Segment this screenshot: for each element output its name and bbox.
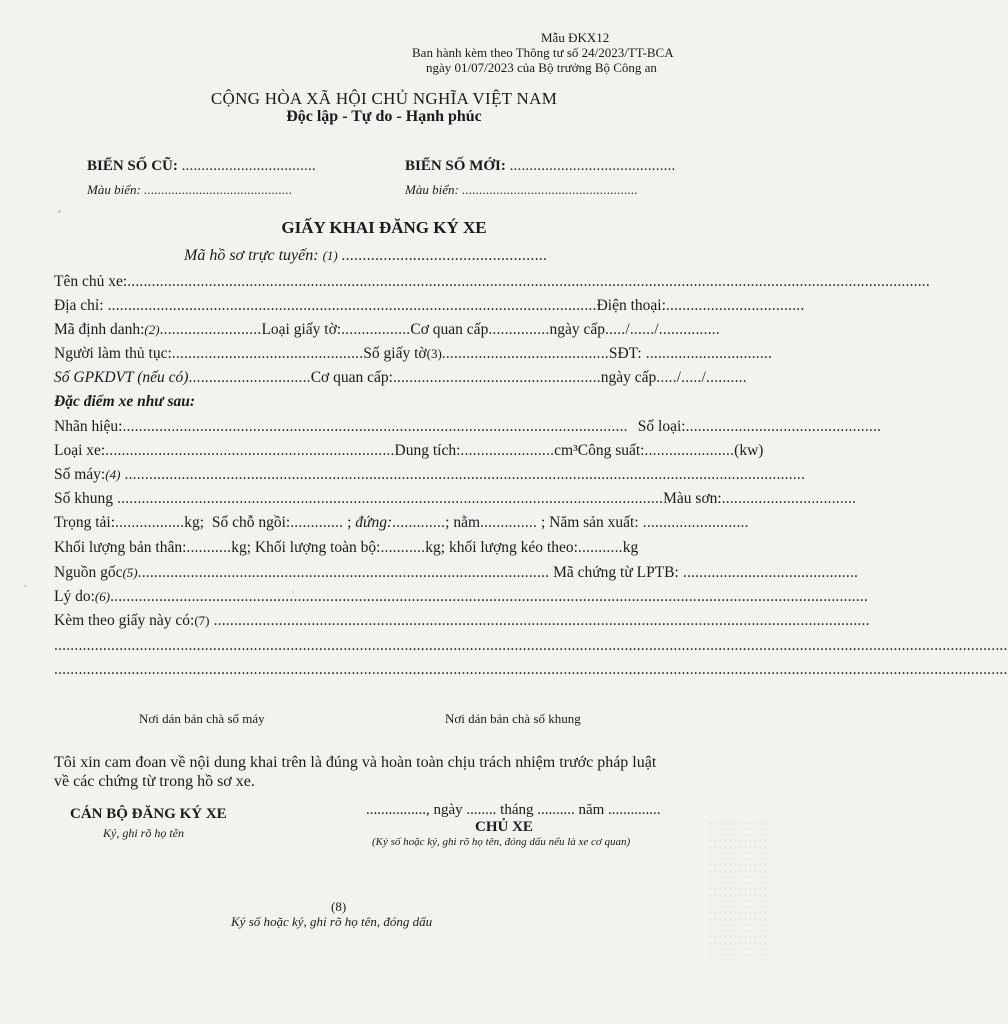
footer-note: Ký số hoặc ký, ghi rõ họ tên, đóng dấu xyxy=(231,914,433,929)
address-label: Địa chỉ: xyxy=(54,297,104,314)
power-label: Công suất: xyxy=(577,442,645,459)
form-code: Mẫu ĐKX12 xyxy=(541,30,610,45)
load-row: Trọng tải:.................kg; Số chỗ ngồi:............. ; đứng:.............; nằm.............. ; Năm sản xuất: .......................... xyxy=(54,514,749,531)
model-label: Số loại: xyxy=(637,418,686,435)
new-plate-row: BIỂN SỐ MỚI: .......................................... xyxy=(405,158,676,174)
id-row: Mã định danh:(2).........................Loại giấy tờ:.................Cơ quan cấp...............ngày cấp...../....../............... xyxy=(54,321,720,338)
attached-row: Kèm theo giấy này có:(7) ................................................................................................................................................................. xyxy=(54,612,870,629)
motto: Độc lập - Tự do - Hạnh phúc xyxy=(286,108,482,125)
type-row: Loại xe:.......................................................................Dung tích:.......................cm³Công suất:......................(kw) xyxy=(54,442,764,459)
reason-row: Lý do:(6).......................................................................................................................................................................................... xyxy=(54,588,869,605)
officer-title: CÁN BỘ ĐĂNG KÝ XE xyxy=(70,806,227,822)
type-label: Loại xe: xyxy=(54,442,106,459)
load-kg: kg; xyxy=(184,514,205,531)
applicant-row: Người làm thủ tục:...............................................Số giấy tờ(3).........................................SĐT: ............................... xyxy=(54,345,773,362)
engine-note: (4) xyxy=(105,467,121,482)
tow-weight-label: kg; khối lượng kéo theo: xyxy=(425,539,578,556)
engine-stamp-area: Nơi dán bản chà số máy xyxy=(139,711,265,726)
attached-line-3: .......................................................................................................................................................................................................................................... xyxy=(54,661,1008,678)
address-row: Địa chỉ: ........................................................................................................................Điện thoại:.................................. xyxy=(54,297,805,314)
owner-note: (Ký số hoặc ký, ghi rõ họ tên, đóng dấu nếu là xe cơ quan) xyxy=(372,836,631,848)
applicant-label: Người làm thủ tục: xyxy=(54,345,172,362)
old-plate-label: BIỂN SỐ CŨ: xyxy=(87,158,178,174)
capacity-label: Dung tích: xyxy=(394,442,461,459)
online-code-label: Mã hồ sơ trực tuyến: xyxy=(184,247,319,264)
origin-row: Nguồn gốc(5)..................................................................................................... Mã chứng từ LPTB: ........................................... xyxy=(54,564,859,581)
standing-label: đứng: xyxy=(355,514,393,531)
engine-row: Số máy:(4) ....................................................................................................................................................................... xyxy=(54,466,806,483)
scan-speck xyxy=(58,210,61,213)
old-plate-row: BIỂN SỐ CŨ: .................................. xyxy=(87,158,316,174)
doc-number-note: (3) xyxy=(426,346,442,361)
online-code-note: (1) xyxy=(322,248,338,263)
seats-label: Số chỗ ngồi: xyxy=(211,514,291,531)
doc-type-label: Loại giấy tờ: xyxy=(261,321,342,338)
scan-speck xyxy=(292,591,294,593)
frame-label: Số khung xyxy=(54,490,113,507)
capacity-unit: cm³ xyxy=(554,442,578,459)
online-code-row: Mã hồ sơ trực tuyến: (1) ................................................. xyxy=(184,247,548,264)
issue-date2-label: ngày cấp xyxy=(600,369,657,386)
officer-note: Ký, ghi rõ họ tên xyxy=(103,826,184,840)
issued-by-line2: ngày 01/07/2023 của Bộ trưởng Bộ Công an xyxy=(426,60,657,75)
attached-line-2: .......................................................................................................................................................................................................................................... xyxy=(54,637,1008,654)
brand-row: Nhãn hiệu:............................................................................................................................ Số loại:................................................ xyxy=(54,418,882,435)
id-code-label: Mã định danh: xyxy=(54,321,145,338)
footer-number: (8) xyxy=(331,899,347,914)
lptb-label: Mã chứng từ LPTB: xyxy=(553,564,679,581)
new-plate-color-row: Màu biển: ................................................... xyxy=(405,182,638,197)
vehicle-heading: Đặc điểm xe như sau: xyxy=(54,393,196,410)
owner-title: CHỦ XE xyxy=(475,819,533,835)
issuer2-label: Cơ quan cấp: xyxy=(310,369,393,386)
country-name: CỘNG HÒA XÃ HỘI CHỦ NGHĨA VIỆT NAM xyxy=(210,89,558,108)
reason-note: (6) xyxy=(94,589,111,604)
issue-date-label: ngày cấp xyxy=(549,321,605,338)
paint-label: Màu sơn: xyxy=(663,490,722,507)
issued-by-line1: Ban hành kèm theo Thông tư số 24/2023/TT-BCA xyxy=(412,45,674,60)
issuer-label: Cơ quan cấp xyxy=(410,321,489,338)
declaration-line1: Tôi xin cam đoan về nội dung khai trên là đúng và hoàn toàn chịu trách nhiệm trước pháp luật xyxy=(54,754,657,771)
scan-noise xyxy=(708,820,768,960)
brand-label: Nhãn hiệu: xyxy=(54,418,123,435)
year-label: Năm sản xuất: xyxy=(549,514,639,531)
attached-note: (7) xyxy=(194,613,210,628)
owner-label: Tên chủ xe: xyxy=(54,273,128,290)
new-plate-label: BIỂN SỐ MỚI: xyxy=(405,158,506,174)
old-plate-color-row: Màu biển: ........................................... xyxy=(87,182,293,197)
form-title: GIẤY KHAI ĐĂNG KÝ XE xyxy=(281,218,487,237)
lying-label: nằm xyxy=(453,514,481,531)
declaration-line2: về các chứng từ trong hồ sơ xe. xyxy=(54,773,255,790)
reason-label: Lý do: xyxy=(54,588,95,605)
old-plate-color-label: Màu biển: xyxy=(87,182,141,197)
own-weight-label: Khối lượng bản thân: xyxy=(54,539,187,556)
scan-speck xyxy=(24,585,27,587)
load-label: Trọng tải: xyxy=(54,514,116,531)
date-line: ................, ngày ........ tháng .......... năm .............. xyxy=(366,802,661,818)
tow-weight-kg: kg xyxy=(622,539,639,556)
origin-note: (5) xyxy=(122,565,138,580)
doc-number-label: Số giấy tờ xyxy=(363,345,427,362)
phone-label: Điện thoại: xyxy=(596,297,666,314)
gpkdvt-row: Số GPKDVT (nếu có)..............................Cơ quan cấp:...................................................ngày cấp...../...../.......... xyxy=(54,369,747,386)
total-weight-label: kg; Khối lượng toàn bộ: xyxy=(231,539,381,556)
frame-row: Số khung ......................................................................................................................................Màu sơn:................................. xyxy=(54,490,857,507)
frame-stamp-area: Nơi dán bản chà số khung xyxy=(445,711,581,726)
power-unit: (kw) xyxy=(734,442,764,459)
new-plate-color-label: Màu biển: xyxy=(405,182,459,197)
id-code-note: (2) xyxy=(144,322,160,337)
origin-label: Nguồn gốc xyxy=(54,564,123,581)
gpkdvt-label: Số GPKDVT (nếu có) xyxy=(54,369,189,386)
engine-label: Số máy: xyxy=(54,466,106,483)
weight-row: Khối lượng bản thân:...........kg; Khối lượng toàn bộ:...........kg; khối lượng kéo theo:...........kg xyxy=(54,539,639,556)
sdt-label: SĐT: xyxy=(608,345,642,362)
owner-row: Tên chủ xe:..................................................................................................................................................................................................... xyxy=(54,273,930,290)
attached-label: Kèm theo giấy này có: xyxy=(54,612,195,629)
